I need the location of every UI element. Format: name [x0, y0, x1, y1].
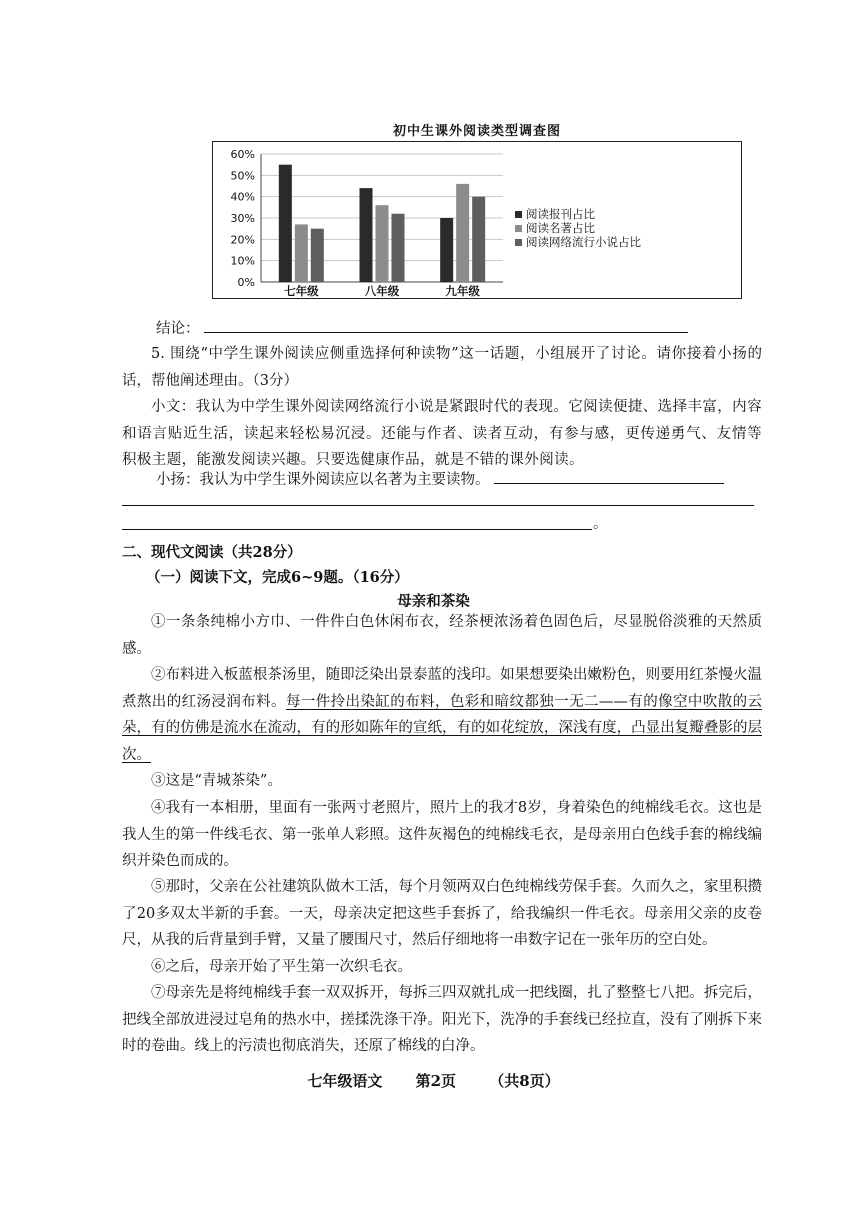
- paragraph-7: ⑦母亲先是将纯棉线手套一双双拆开，每拆三四双就扎成一把线圈，扎了整整七八把。拆完后，把线全部放进浸过皂角的热水中，搓揉洗涤干净。阳光下，洗净的手套线已经拉直，没有了刚拆下来时的卷曲。线上的污渍也彻底消失，还原了棉线的白净。: [122, 985, 762, 1054]
- paragraph-3: ③这是“青城茶染”。: [151, 773, 282, 789]
- article-title: 母亲和茶染: [397, 593, 470, 610]
- legend-label: 阅读报刊占比: [526, 207, 595, 221]
- sub-section-heading: （一）阅读下文，完成6~9题。（16分）: [146, 569, 409, 586]
- x-tick-label: 九年级: [445, 284, 480, 298]
- y-tick-label: 60%: [230, 148, 255, 161]
- bar: [360, 188, 373, 282]
- answer-blank-2: [122, 505, 754, 506]
- paragraph-1: ①一条条纯棉小方巾、一件件白色休闲布衣，经茶梗浓汤着色固色后，尽显脱俗淡雅的天然质感。: [122, 614, 762, 657]
- bar: [392, 214, 405, 282]
- y-tick-label: 30%: [230, 212, 255, 225]
- legend-swatch: [515, 239, 522, 246]
- bar: [472, 197, 485, 282]
- legend-swatch: [515, 225, 522, 232]
- y-tick-label: 0%: [237, 276, 255, 289]
- paragraph-2: [122, 662, 762, 768]
- answer-blank-1: [494, 469, 724, 484]
- legend-swatch: [515, 211, 522, 218]
- paragraph-4: ④我有一本相册，里面有一张两寸老照片，照片上的我才8岁，身着染色的纯棉线毛衣。这也是我人生的第一件线毛衣、第一张单人彩照。这件灰褐色的纯棉线毛衣，是母亲用白色线手套的棉线编织并染色而成的。: [122, 800, 762, 869]
- bar: [279, 165, 292, 282]
- bar: [440, 218, 453, 282]
- page-footer: [0, 1070, 867, 1091]
- paragraph-2-underlined-sentence: 每一件拎出染缸的布料，色彩和暗纹都独一无二——有的像空中吹散的云朵，有的仿佛是流水在流动，有的形如陈年的宣纸，有的如花绽放，深浅有度，凸显出复瓣叠影的层次。: [122, 693, 763, 763]
- paragraph-6: ⑥之后，母亲开始了平生第一次织毛衣。: [151, 959, 412, 975]
- q5-xiaowen-statement: 小文：我认为中学生课外阅读网络流行小说是紧跟时代的表现。它阅读便捷、选择丰富，内容和语言贴近生活，读起来轻松易沉浸。还能与作者、读者互动，有参与感，更传递勇气、友情等积极主题，能激发阅读兴趣。只要选健康作品，就是不错的课外阅读。: [122, 399, 762, 468]
- bar: [295, 224, 308, 282]
- conclusion-label: 结论：: [156, 321, 200, 337]
- section-heading: 二、现代文阅读（共28分）: [122, 544, 302, 561]
- answer-blank-3: [122, 529, 592, 530]
- chart-title: 初中生课外阅读类型调查图: [392, 124, 561, 139]
- y-tick-label: 50%: [230, 169, 255, 183]
- y-tick-label: 20%: [230, 233, 255, 247]
- conclusion-line: [156, 318, 688, 339]
- footer-page-number: 第2页: [415, 1072, 456, 1090]
- q5-xiaoyang-statement: 小扬：我认为中学生课外阅读应以名著为主要读物。: [156, 472, 490, 488]
- legend-label: 阅读网络流行小说占比: [526, 235, 641, 249]
- answer-end-mark: 。: [593, 516, 608, 532]
- conclusion-blank: [204, 318, 688, 333]
- y-tick-label: 40%: [230, 190, 255, 204]
- bar: [376, 205, 389, 282]
- x-tick-label: 七年级: [284, 284, 319, 298]
- paragraph-5: ⑤那时，父亲在公社建筑队做木工活，每个月领两双白色纯棉线劳保手套。久而久之，家里积攒了20多双太半新的手套。一天，母亲决定把这些手套拆了，给我编织一件毛衣。母亲用父亲的皮卷尺，从我的后背量到手臂，又量了腰围尺寸，然后仔细地将一串数字记在一张年历的空白处。: [122, 879, 762, 948]
- q5-xiaoyang-line: [156, 469, 724, 490]
- paragraph-2-text: ②布料进入板蓝根茶汤里，随即泛染出景泰蓝的浅印。如果想要染出嫩粉色，则要用红茶慢火温煮熬出的红汤浸润布料。: [122, 667, 762, 710]
- x-tick-label: 八年级: [364, 284, 400, 298]
- bar-chart-svg: [213, 142, 741, 298]
- footer-subject: 七年级语文: [307, 1072, 383, 1090]
- q5-prompt: 5. 围绕“中学生课外阅读应侧重选择何种读物”这一话题，小组展开了讨论。请你接着小扬的话，帮他阐述理由。（3分）: [122, 346, 762, 389]
- bar-chart: [212, 141, 742, 299]
- bar: [456, 184, 469, 282]
- legend-label: 阅读名著占比: [526, 221, 595, 235]
- bar: [311, 229, 324, 282]
- footer-total-pages: （共8页）: [489, 1072, 560, 1090]
- y-tick-label: 10%: [230, 254, 255, 268]
